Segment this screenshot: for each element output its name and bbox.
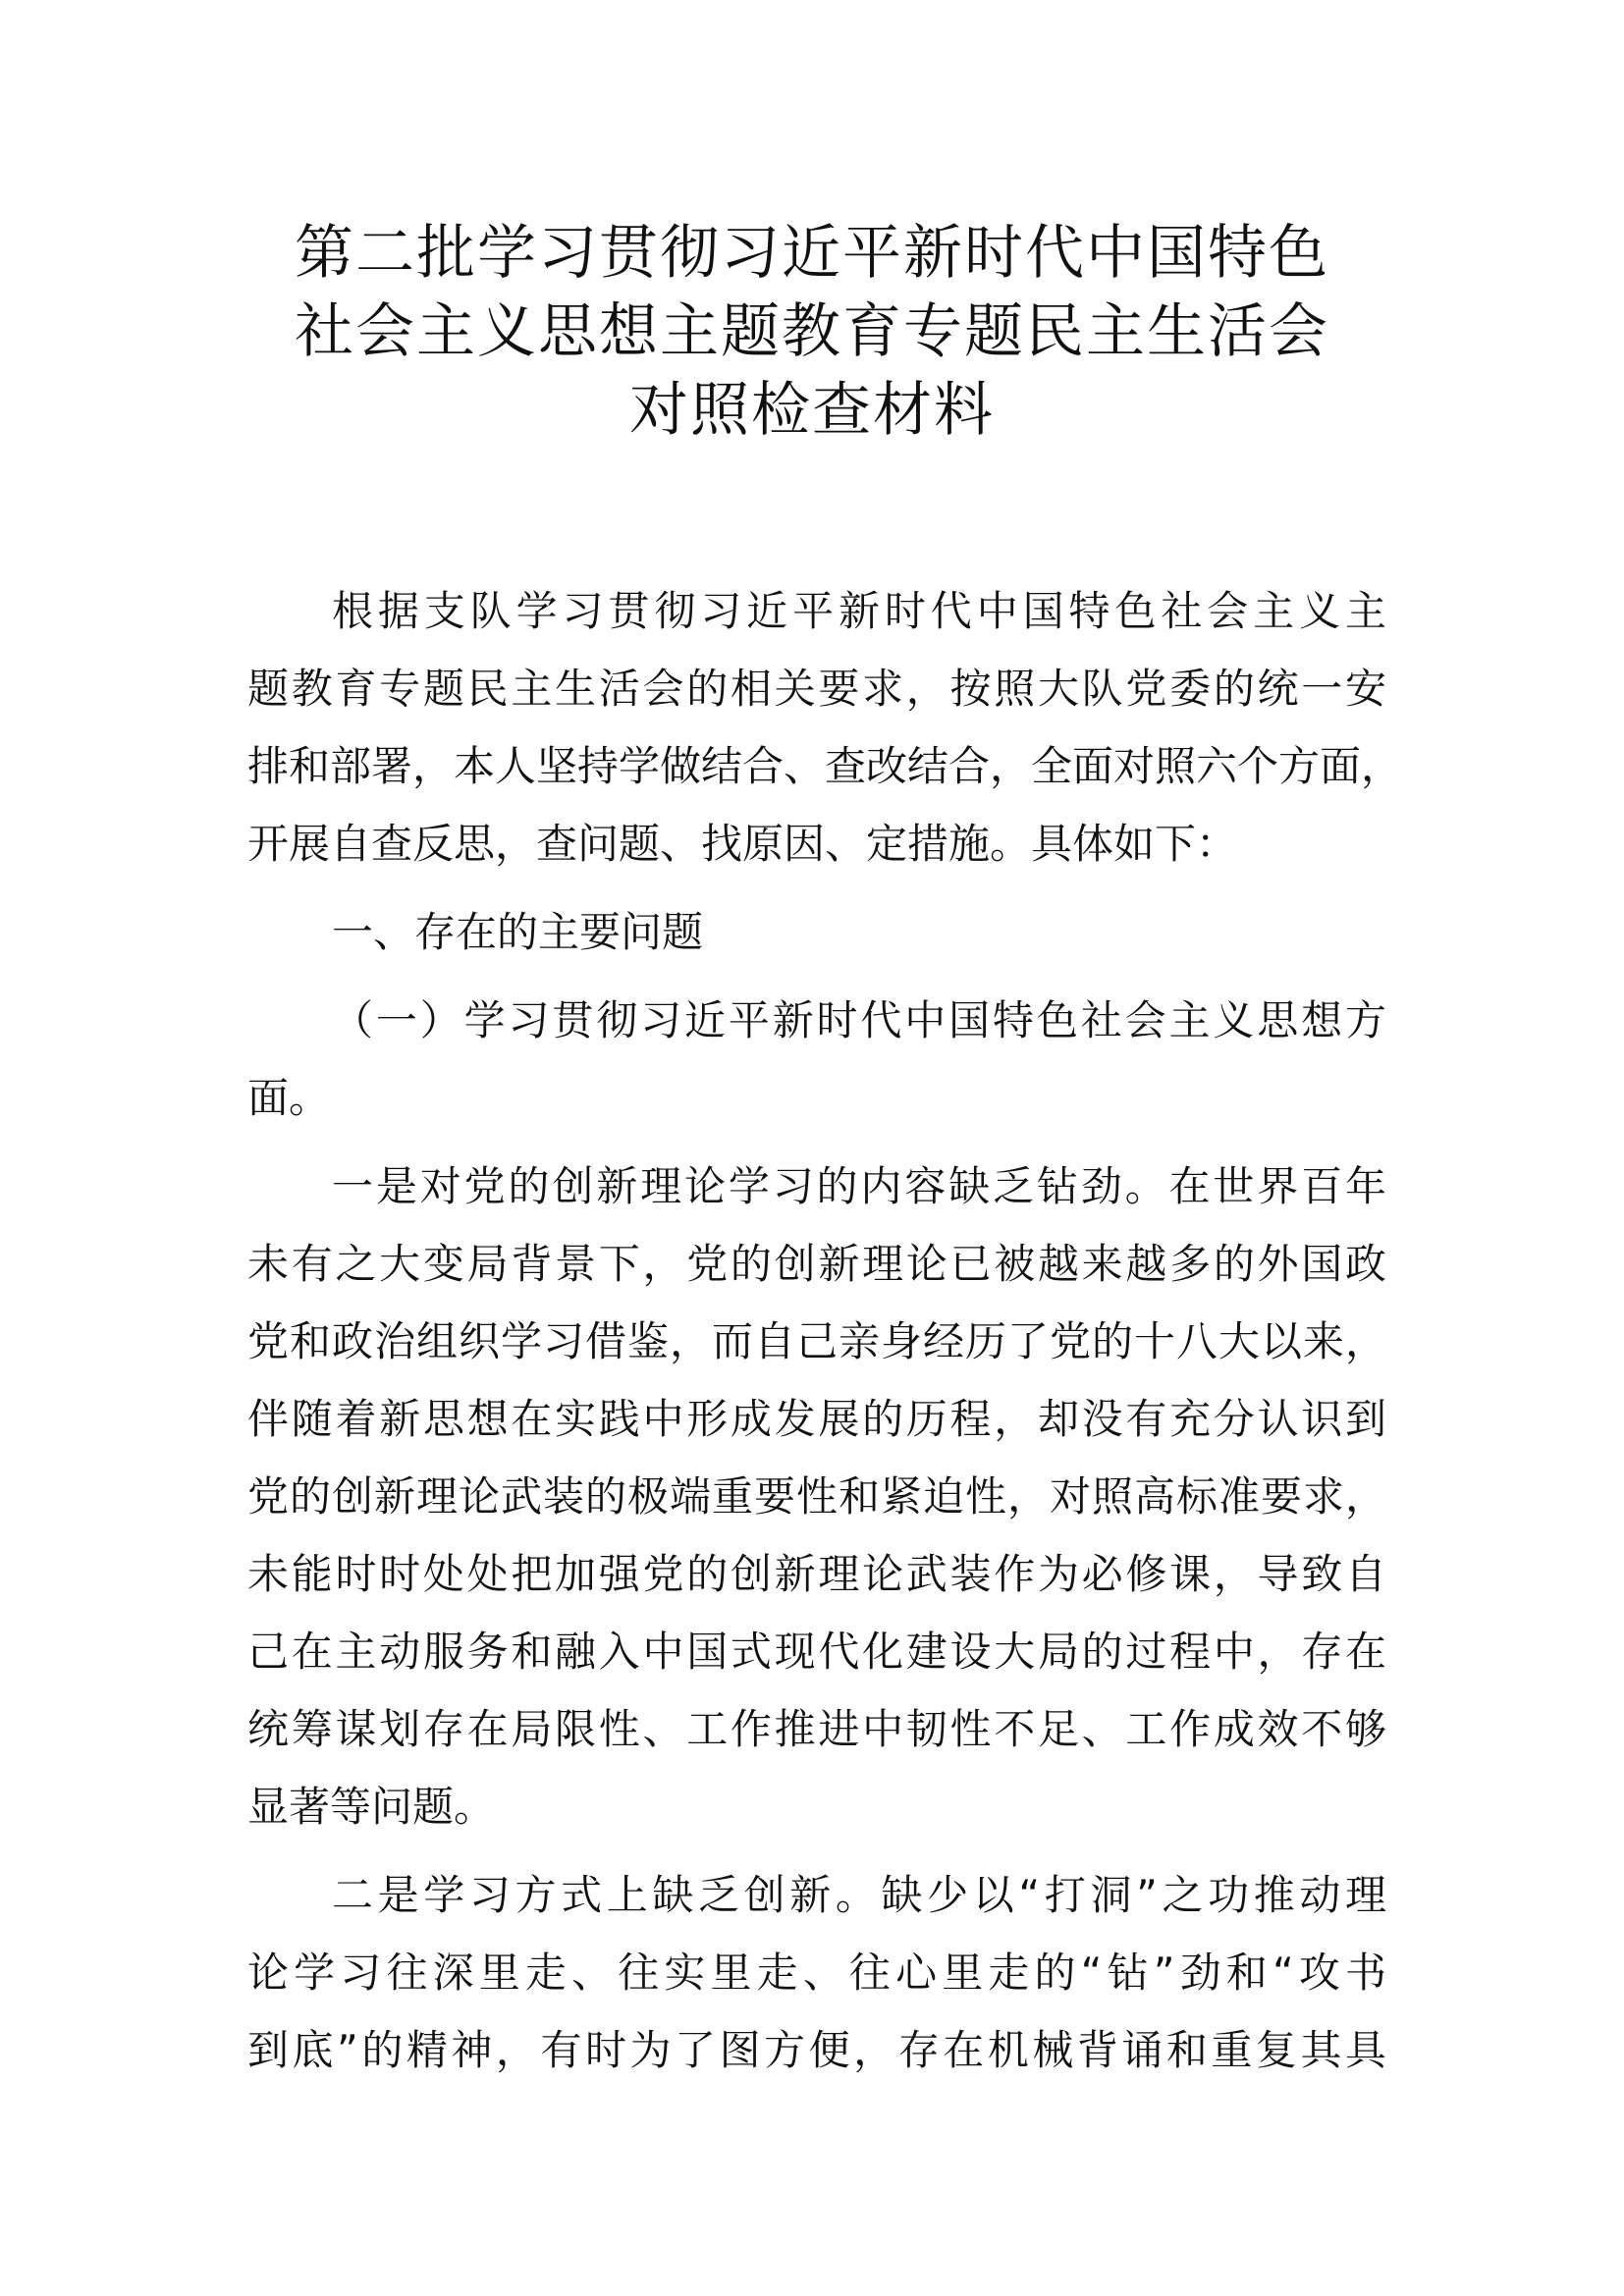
text-line: （一）学习贯彻习近平新时代中国特色社会主义思想方 (332, 996, 1386, 1044)
document-body (247, 572, 1403, 2100)
text-line: 党的创新理论武装的极端重要性和紧迫性，对照高标准要求， (247, 1472, 1386, 1521)
text-line: 未有之大变局背景下，党的创新理论已被越来越多的外国政 (247, 1240, 1386, 1288)
text-line: 面。 (247, 1074, 331, 1122)
paragraph-point-one (247, 1148, 1386, 1845)
section-heading (247, 893, 1386, 971)
text-line: 论学习往深里走、往实里走、往心里走的“钻”劲和“攻书 (247, 1949, 1386, 1997)
text-line: 到底”的精神，有时为了图方便，存在机械背诵和重复其具 (247, 2026, 1386, 2074)
text-line: 显著等问题。 (247, 1783, 496, 1831)
title-line: 第二批学习贯彻习近平新时代中国特色 (295, 219, 1329, 288)
paragraph-point-two (247, 1856, 1386, 2089)
text-line: 根据支队学习贯彻习近平新时代中国特色社会主义主 (332, 587, 1386, 635)
text-line: 一是对党的创新理论学习的内容缺乏钻劲。在世界百年 (332, 1162, 1386, 1210)
paragraph-intro (247, 572, 1403, 882)
text-line: 己在主动服务和融入中国式现代化建设大局的过程中，存在 (247, 1628, 1386, 1676)
title-line: 社会主义思想主题教育专题民主生活会 (295, 297, 1329, 366)
text-line: 开展自查反思，查问题、找原因、定措施。具体如下： (247, 820, 1238, 868)
text-line: 排和部署，本人坚持学做结合、查改结合，全面对照六个方面， (247, 742, 1403, 790)
text-line: 一、存在的主要问题 (332, 908, 704, 956)
title-line: 对照检查材料 (629, 376, 995, 445)
text-line: 党和政治组织学习借鉴，而自己亲身经历了党的十八大以来， (247, 1317, 1386, 1365)
text-line: 题教育专题民主生活会的相关要求，按照大队党委的统一安 (247, 665, 1386, 713)
text-line: 二是学习方式上缺乏创新。缺少以“打洞”之功推动理 (332, 1871, 1386, 1919)
text-line: 统筹谋划存在局限性、工作推进中韧性不足、工作成效不够 (247, 1705, 1386, 1753)
text-line: 伴随着新思想在实践中形成发展的历程，却没有充分认识到 (247, 1395, 1386, 1443)
document-title (196, 214, 1428, 450)
text-line: 未能时时处处把加强党的创新理论武装作为必修课，导致自 (247, 1550, 1386, 1598)
subsection-heading (247, 982, 1386, 1137)
